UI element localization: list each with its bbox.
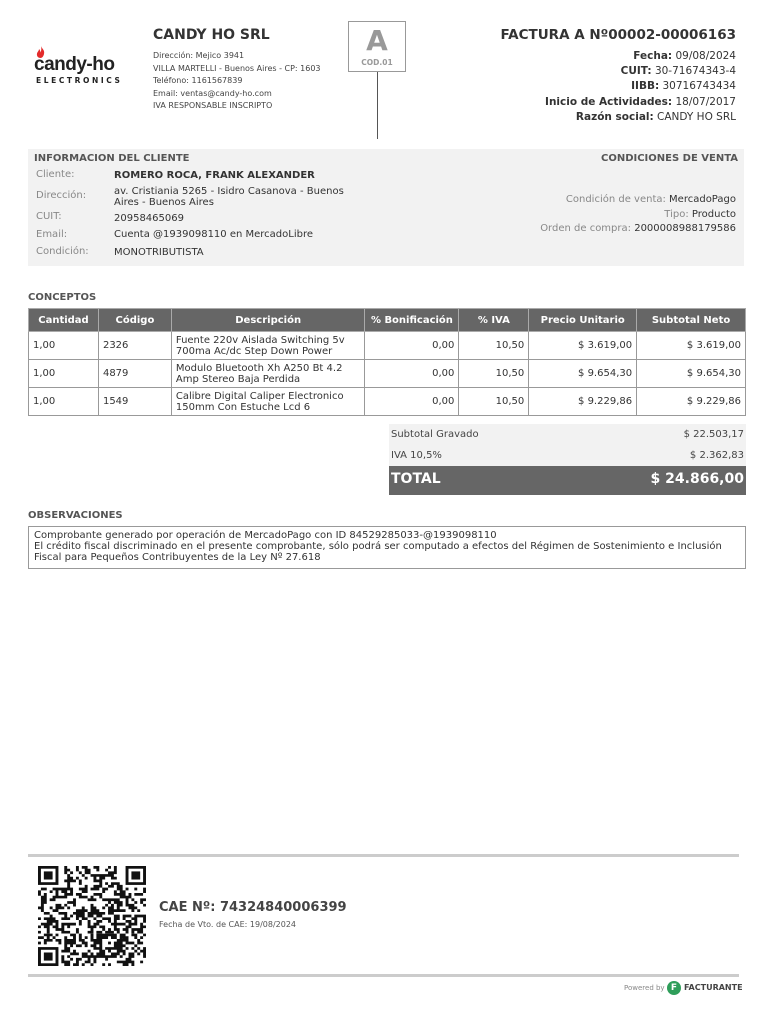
cell-bonificacion: 0,00: [365, 360, 459, 388]
cell-subtotal: $ 3.619,00: [637, 332, 746, 360]
sale-condition-value: MercadoPago: [669, 194, 736, 205]
cell-precio: $ 9.229,86: [529, 388, 637, 416]
subtotal-label: Subtotal Gravado: [391, 429, 479, 440]
header-divider: [377, 72, 378, 139]
col-descripcion: Descripción: [171, 309, 365, 332]
facturante-logo-icon: F: [667, 981, 681, 995]
company-email: Email: ventas@candy-ho.com: [153, 88, 272, 98]
company-iva: IVA RESPONSABLE INSCRIPTO: [153, 101, 273, 111]
logo-wordmark: candy-ho: [34, 54, 115, 75]
client-cuit: 20958465069: [114, 213, 184, 224]
total-row: [389, 466, 746, 495]
observations-box: [28, 526, 746, 569]
company-logo: [34, 46, 134, 90]
invoice-cuit-value: 30-71674343-4: [654, 65, 736, 78]
cell-subtotal: $ 9.229,86: [637, 388, 746, 416]
invoice-iibb-value: 30716743434: [662, 80, 736, 93]
table-row: [29, 360, 746, 388]
cell-iva: 10,50: [459, 388, 529, 416]
invoice-inicio-label: Inicio de Actividades:: [545, 95, 673, 108]
company-name: CANDY HO SRL: [153, 27, 270, 43]
cell-descripcion: Modulo Bluetooth Xh A250 Bt 4.2 Amp Stereo Baja Perdida: [171, 360, 365, 388]
client-address: av. Cristiania 5265 - Isidro Casanova - Buenos Aires - Buenos Aires: [114, 186, 344, 208]
client-cuit-label: CUIT:: [36, 211, 62, 222]
invoice-date: [545, 49, 736, 64]
table-header-row: [29, 309, 746, 332]
invoice-iibb-label: IIBB:: [631, 80, 660, 93]
sale-condition-label: Condición de venta:: [565, 194, 666, 205]
client-condition-label: Condición:: [36, 246, 89, 257]
invoice-title: FACTURA A Nº00002-00006163: [500, 27, 736, 43]
sale-order-label: Orden de compra:: [540, 223, 632, 234]
cell-codigo: 1549: [98, 388, 171, 416]
sale-condition: [566, 194, 736, 205]
client-address-label: Dirección:: [36, 190, 87, 201]
invoice-inicio-value: 18/07/2017: [675, 95, 736, 108]
cell-precio: $ 9.654,30: [529, 360, 637, 388]
cell-descripcion: Calibre Digital Caliper Electronico 150mm Con Estuche Lcd 6: [171, 388, 365, 416]
company-phone: Teléfono: 1161567839: [153, 76, 243, 86]
sale-type: [664, 209, 736, 220]
invoice-date-label: Fecha:: [633, 50, 673, 62]
col-codigo: Código: [98, 309, 171, 332]
sale-heading: CONDICIONES DE VENTA: [600, 153, 738, 164]
subtotal-row: [389, 424, 746, 445]
cell-iva: 10,50: [459, 332, 529, 360]
cell-cantidad: 1,00: [29, 388, 99, 416]
company-address: Dirección: Mejico 3941: [153, 51, 245, 60]
cae-expiry-date: Fecha de Vto. de CAE: 19/08/2024: [159, 920, 296, 929]
cell-subtotal: $ 9.654,30: [637, 360, 746, 388]
cell-bonificacion: 0,00: [365, 388, 459, 416]
observation-line: Comprobante generado por operación de MercadoPago con ID 84529285033-@1939098110: [34, 530, 497, 541]
invoice-cuit-label: CUIT:: [620, 65, 652, 78]
sale-order: [540, 223, 736, 234]
totals-box: [389, 424, 746, 495]
iva-value: $ 2.362,83: [689, 450, 744, 461]
iva-label: IVA 10,5%: [391, 450, 442, 461]
invoice-razon-label: Razón social:: [575, 110, 654, 123]
company-details: [153, 50, 321, 113]
col-precio-unitario: Precio Unitario: [529, 309, 637, 332]
observations-title: OBSERVACIONES: [28, 510, 123, 521]
invoice-info: [545, 49, 736, 125]
subtotal-value: $ 22.503,17: [683, 429, 744, 440]
facturante-brand: FACTURANTE: [684, 983, 743, 992]
table-row: [29, 332, 746, 360]
cell-descripcion: Fuente 220v Aislada Switching 5v 700ma Ac/dc Step Down Power: [171, 332, 365, 360]
client-email: Cuenta @1939098110 en MercadoLibre: [114, 229, 314, 240]
sale-type-value: Producto: [691, 209, 736, 220]
invoice-inicio: [545, 95, 736, 110]
client-heading: INFORMACION DEL CLIENTE: [34, 153, 190, 164]
observation-line: El crédito fiscal discriminado en el presente comprobante, sólo podrá ser computado a efectos del Régimen de Sostenimiento e Inclusión Fiscal para Pequeños Contribuyentes de la Ley Nº 27.618: [34, 541, 722, 563]
logo-subtitle: ELECTRONICS: [36, 76, 123, 85]
client-name-label: Cliente:: [36, 169, 75, 180]
invoice-date-value: 09/08/2024: [675, 50, 736, 62]
cell-codigo: 4879: [98, 360, 171, 388]
cell-codigo: 2326: [98, 332, 171, 360]
client-name: ROMERO ROCA, FRANK ALEXANDER: [114, 170, 315, 181]
col-bonificacion: % Bonificación: [365, 309, 459, 332]
qr-code: [38, 866, 146, 966]
cell-cantidad: 1,00: [29, 332, 99, 360]
concepts-table: [28, 308, 746, 416]
company-city: VILLA MARTELLI - Buenos Aires - CP: 1603: [153, 63, 321, 73]
invoice-letter: A: [366, 24, 388, 57]
invoice-cuit: [545, 64, 736, 79]
total-value: $ 24.866,00: [650, 471, 744, 487]
cell-iva: 10,50: [459, 360, 529, 388]
cell-cantidad: 1,00: [29, 360, 99, 388]
cell-bonificacion: 0,00: [365, 332, 459, 360]
footer-divider: [28, 854, 739, 857]
cae-number: CAE Nº: 74324840006399: [159, 900, 347, 915]
cell-precio: $ 3.619,00: [529, 332, 637, 360]
invoice-code: COD.01: [361, 58, 393, 67]
concepts-title: CONCEPTOS: [28, 292, 97, 303]
total-label: TOTAL: [391, 471, 441, 487]
sale-order-value: 2000008988179586: [634, 223, 736, 234]
client-condition: MONOTRIBUTISTA: [114, 247, 204, 258]
invoice-iibb: [545, 79, 736, 94]
col-subtotal-neto: Subtotal Neto: [637, 309, 746, 332]
invoice-razon-value: CANDY HO SRL: [657, 110, 736, 123]
invoice-letter-box: [348, 21, 406, 72]
client-email-label: Email:: [36, 229, 68, 240]
client-info-box: [28, 149, 744, 266]
col-iva: % IVA: [459, 309, 529, 332]
col-cantidad: Cantidad: [29, 309, 99, 332]
invoice-razon: [545, 110, 736, 125]
iva-row: [389, 445, 746, 466]
sale-type-label: Tipo:: [664, 209, 689, 220]
table-row: [29, 388, 746, 416]
footer-divider: [28, 974, 739, 977]
powered-by-label: Powered by: [624, 984, 665, 992]
